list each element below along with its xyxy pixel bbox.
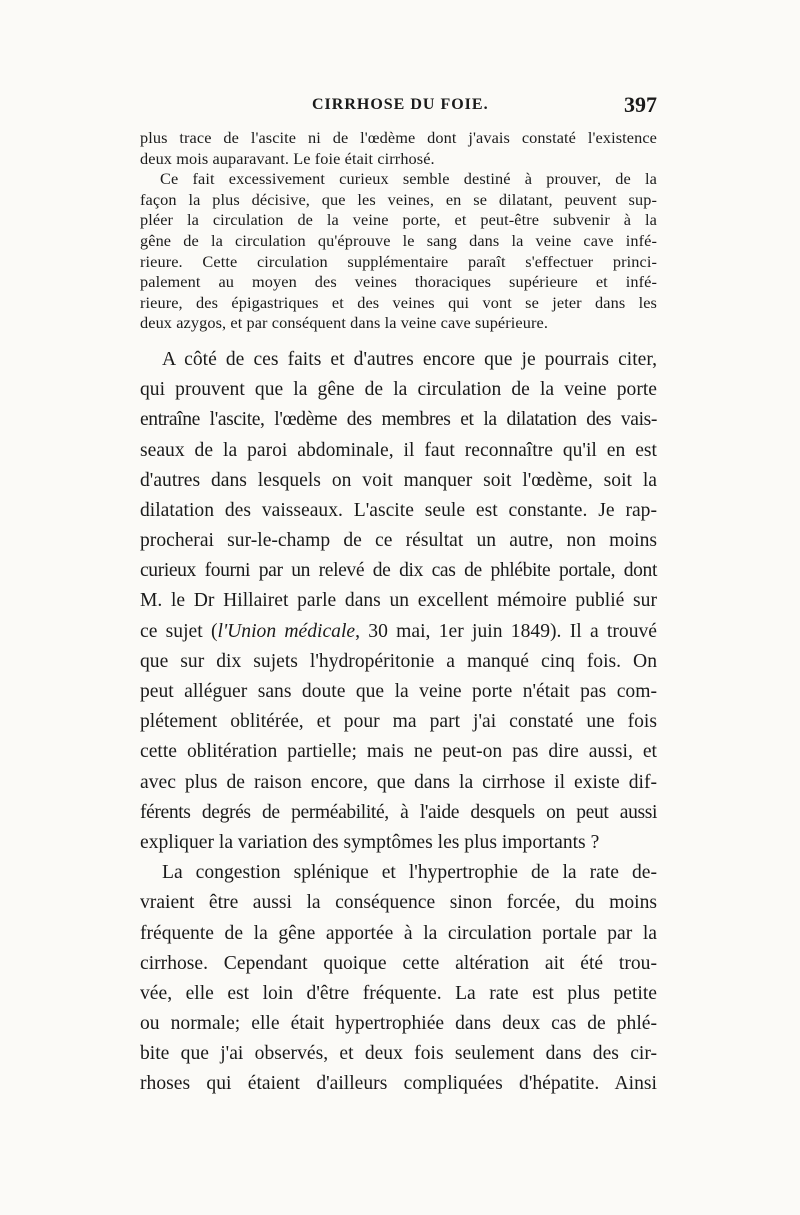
text-line: ce sujet (l'Union médicale, 30 mai, 1er juin 1849). Il a trouvé (140, 620, 657, 642)
text-line: d'autres dans lesquels on voit manquer soit l'œdème, soit la (140, 469, 657, 491)
text-line: vraient être aussi la conséquence sinon forcée, du moins (140, 892, 657, 914)
main-paragraphs (140, 345, 657, 1100)
text-line: expliquer la variation des symptômes les plus importants ? (140, 831, 600, 853)
text-line: La congestion splénique et l'hypertrophie de la rate de- (162, 862, 657, 884)
text-line: entraîne l'ascite, l'œdème des membres et la dilatation des vais- (140, 409, 657, 431)
text-line: plus trace de l'ascite ni de l'œdème dont j'avais constaté l'existence (140, 128, 657, 147)
text-line: plétement oblitérée, et pour ma part j'ai constaté une fois (140, 711, 657, 733)
text-line: deux azygos, et par conséquent dans la veine cave supérieure. (140, 313, 548, 333)
text-line: cette oblitération partielle; mais ne peut-on pas dire aussi, et (140, 741, 657, 763)
book-page (140, 92, 657, 1100)
text-line: cirrhose. Cependant quoique cette altération ait été trou- (140, 952, 657, 974)
text-line: rieure, des épigastriques et des veines qui vont se jeter dans les (140, 292, 657, 312)
text-line: dilatation des vaisseaux. L'ascite seule est constante. Je rap- (140, 499, 657, 521)
text-line: rieure. Cette circulation supplémentaire paraît s'effectuer princi- (140, 251, 657, 271)
text-line: bite que j'ai observés, et deux fois seulement dans des cir- (140, 1043, 657, 1065)
text-line: que sur dix sujets l'hydropéritonie a manqué cinq fois. On (140, 650, 657, 672)
text-line: peut alléguer sans doute que la veine porte n'était pas com- (140, 681, 657, 702)
text-line: avec plus de raison encore, que dans la cirrhose il existe dif- (140, 771, 657, 793)
small-print-paragraphs (140, 128, 657, 334)
text-line: procherai sur-le-champ de ce résultat un autre, non moins (140, 530, 657, 552)
text-line: deux mois auparavant. Le foie était cirrhosé. (140, 148, 435, 168)
running-title: CIRRHOSE DU FOIE. (312, 96, 489, 113)
text-line: qui prouvent que la gêne de la circulation de la veine porte (140, 379, 657, 401)
text-line: A côté de ces faits et d'autres encore que je pourrais citer, (162, 348, 657, 370)
text-line: vée, elle est loin d'être fréquente. La rate est plus petite (140, 982, 657, 1004)
running-head (140, 92, 657, 128)
text-line: pléer la circulation de la veine porte, et peut-être subvenir à la (140, 210, 657, 230)
text-line: férents degrés de perméabilité, à l'aide desquels on peut aussi (140, 801, 657, 823)
text-line: fréquente de la gêne apportée à la circulation portale par la (140, 922, 657, 944)
text-line: palement au moyen des veines thoraciques supérieure et infé- (140, 272, 657, 292)
page-number: 397 (624, 92, 657, 117)
text-line: Ce fait excessivement curieux semble destiné à prouver, de la (160, 169, 657, 189)
text-line: façon la plus décisive, que les veines, en se dilatant, peuvent sup- (140, 189, 657, 209)
text-line: M. le Dr Hillairet parle dans un excellent mémoire publié sur (140, 590, 657, 612)
text-line: curieux fourni par un relevé de dix cas de phlébite portale, dont (140, 560, 657, 582)
text-line: rhoses qui étaient d'ailleurs compliquées d'hépatite. Ainsi (140, 1073, 657, 1095)
text-line: gêne de la circulation qu'éprouve le sang dans la veine cave infé- (140, 230, 657, 250)
text-line: seaux de la paroi abdominale, il faut reconnaître qu'il en est (140, 439, 657, 461)
text-line: ou normale; elle était hypertrophiée dans deux cas de phlé- (140, 1013, 657, 1035)
